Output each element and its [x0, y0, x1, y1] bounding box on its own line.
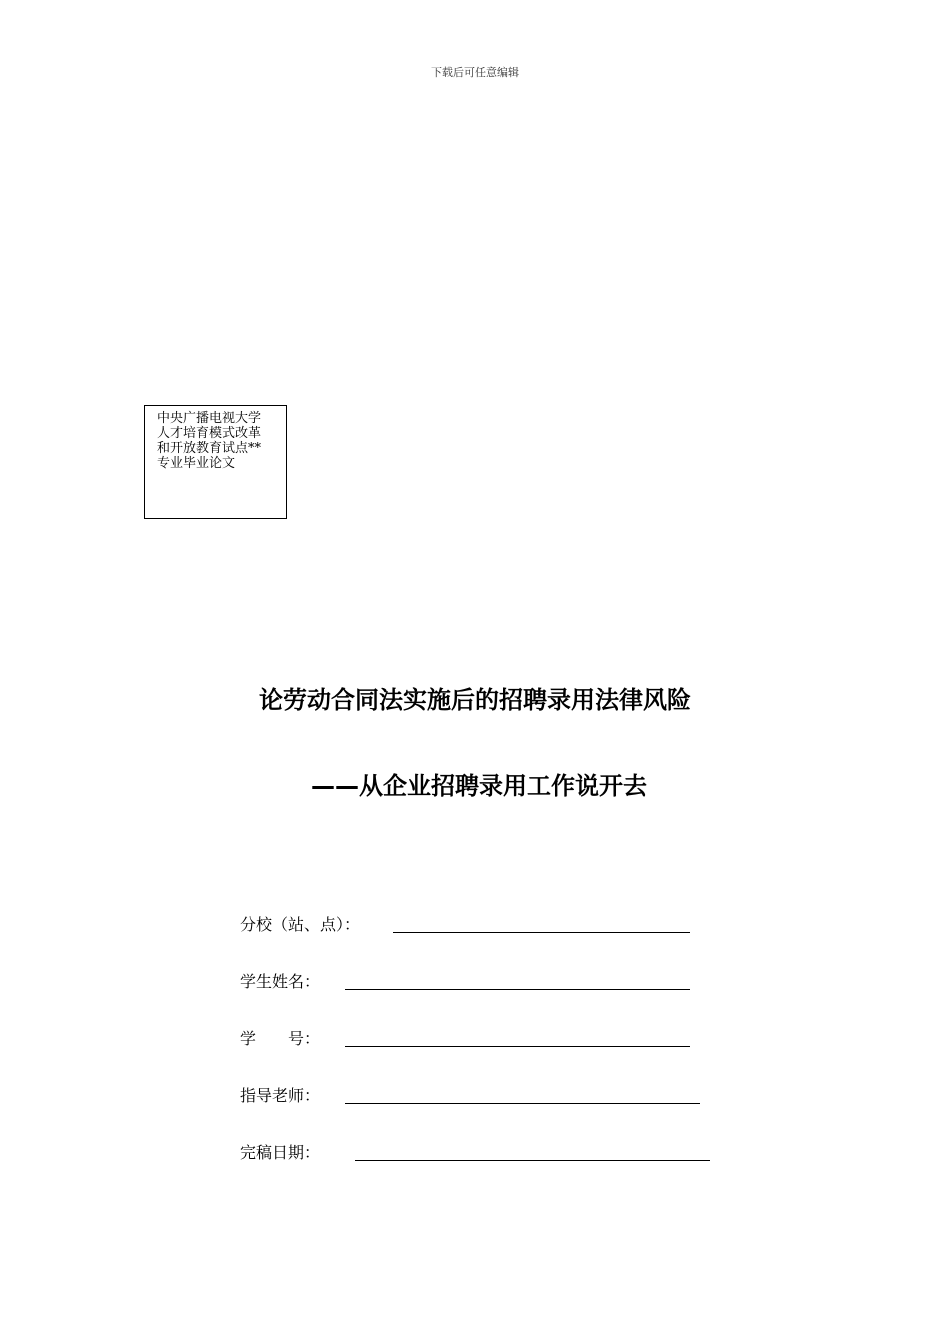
student-name-label: 学生姓名：: [240, 972, 321, 991]
student-id-blank-line[interactable]: [345, 1046, 690, 1047]
student-id-label: 学 号：: [240, 1029, 321, 1048]
program-line-4: 专业毕业论文: [157, 456, 236, 471]
program-info-box: [144, 405, 287, 519]
advisor-blank-line[interactable]: [345, 1103, 700, 1104]
program-line-1: 中央广播电视大学: [157, 411, 262, 426]
program-info-text: [157, 411, 261, 471]
thesis-subtitle: ——从企业招聘录用工作说开去: [311, 772, 647, 800]
completion-date-blank-line[interactable]: [355, 1160, 710, 1161]
advisor-label: 指导老师：: [240, 1086, 321, 1105]
program-line-2: 人才培育模式改革: [157, 426, 262, 441]
program-line-3: 和开放教育试点**: [157, 441, 262, 456]
completion-date-label: 完稿日期：: [240, 1143, 321, 1162]
header-note: 下载后可任意编辑: [431, 66, 519, 79]
student-name-blank-line[interactable]: [345, 989, 690, 990]
branch-label: 分校（站、点）：: [240, 915, 361, 934]
thesis-title: 论劳动合同法实施后的招聘录用法律风险: [259, 686, 691, 714]
branch-blank-line[interactable]: [393, 932, 690, 933]
